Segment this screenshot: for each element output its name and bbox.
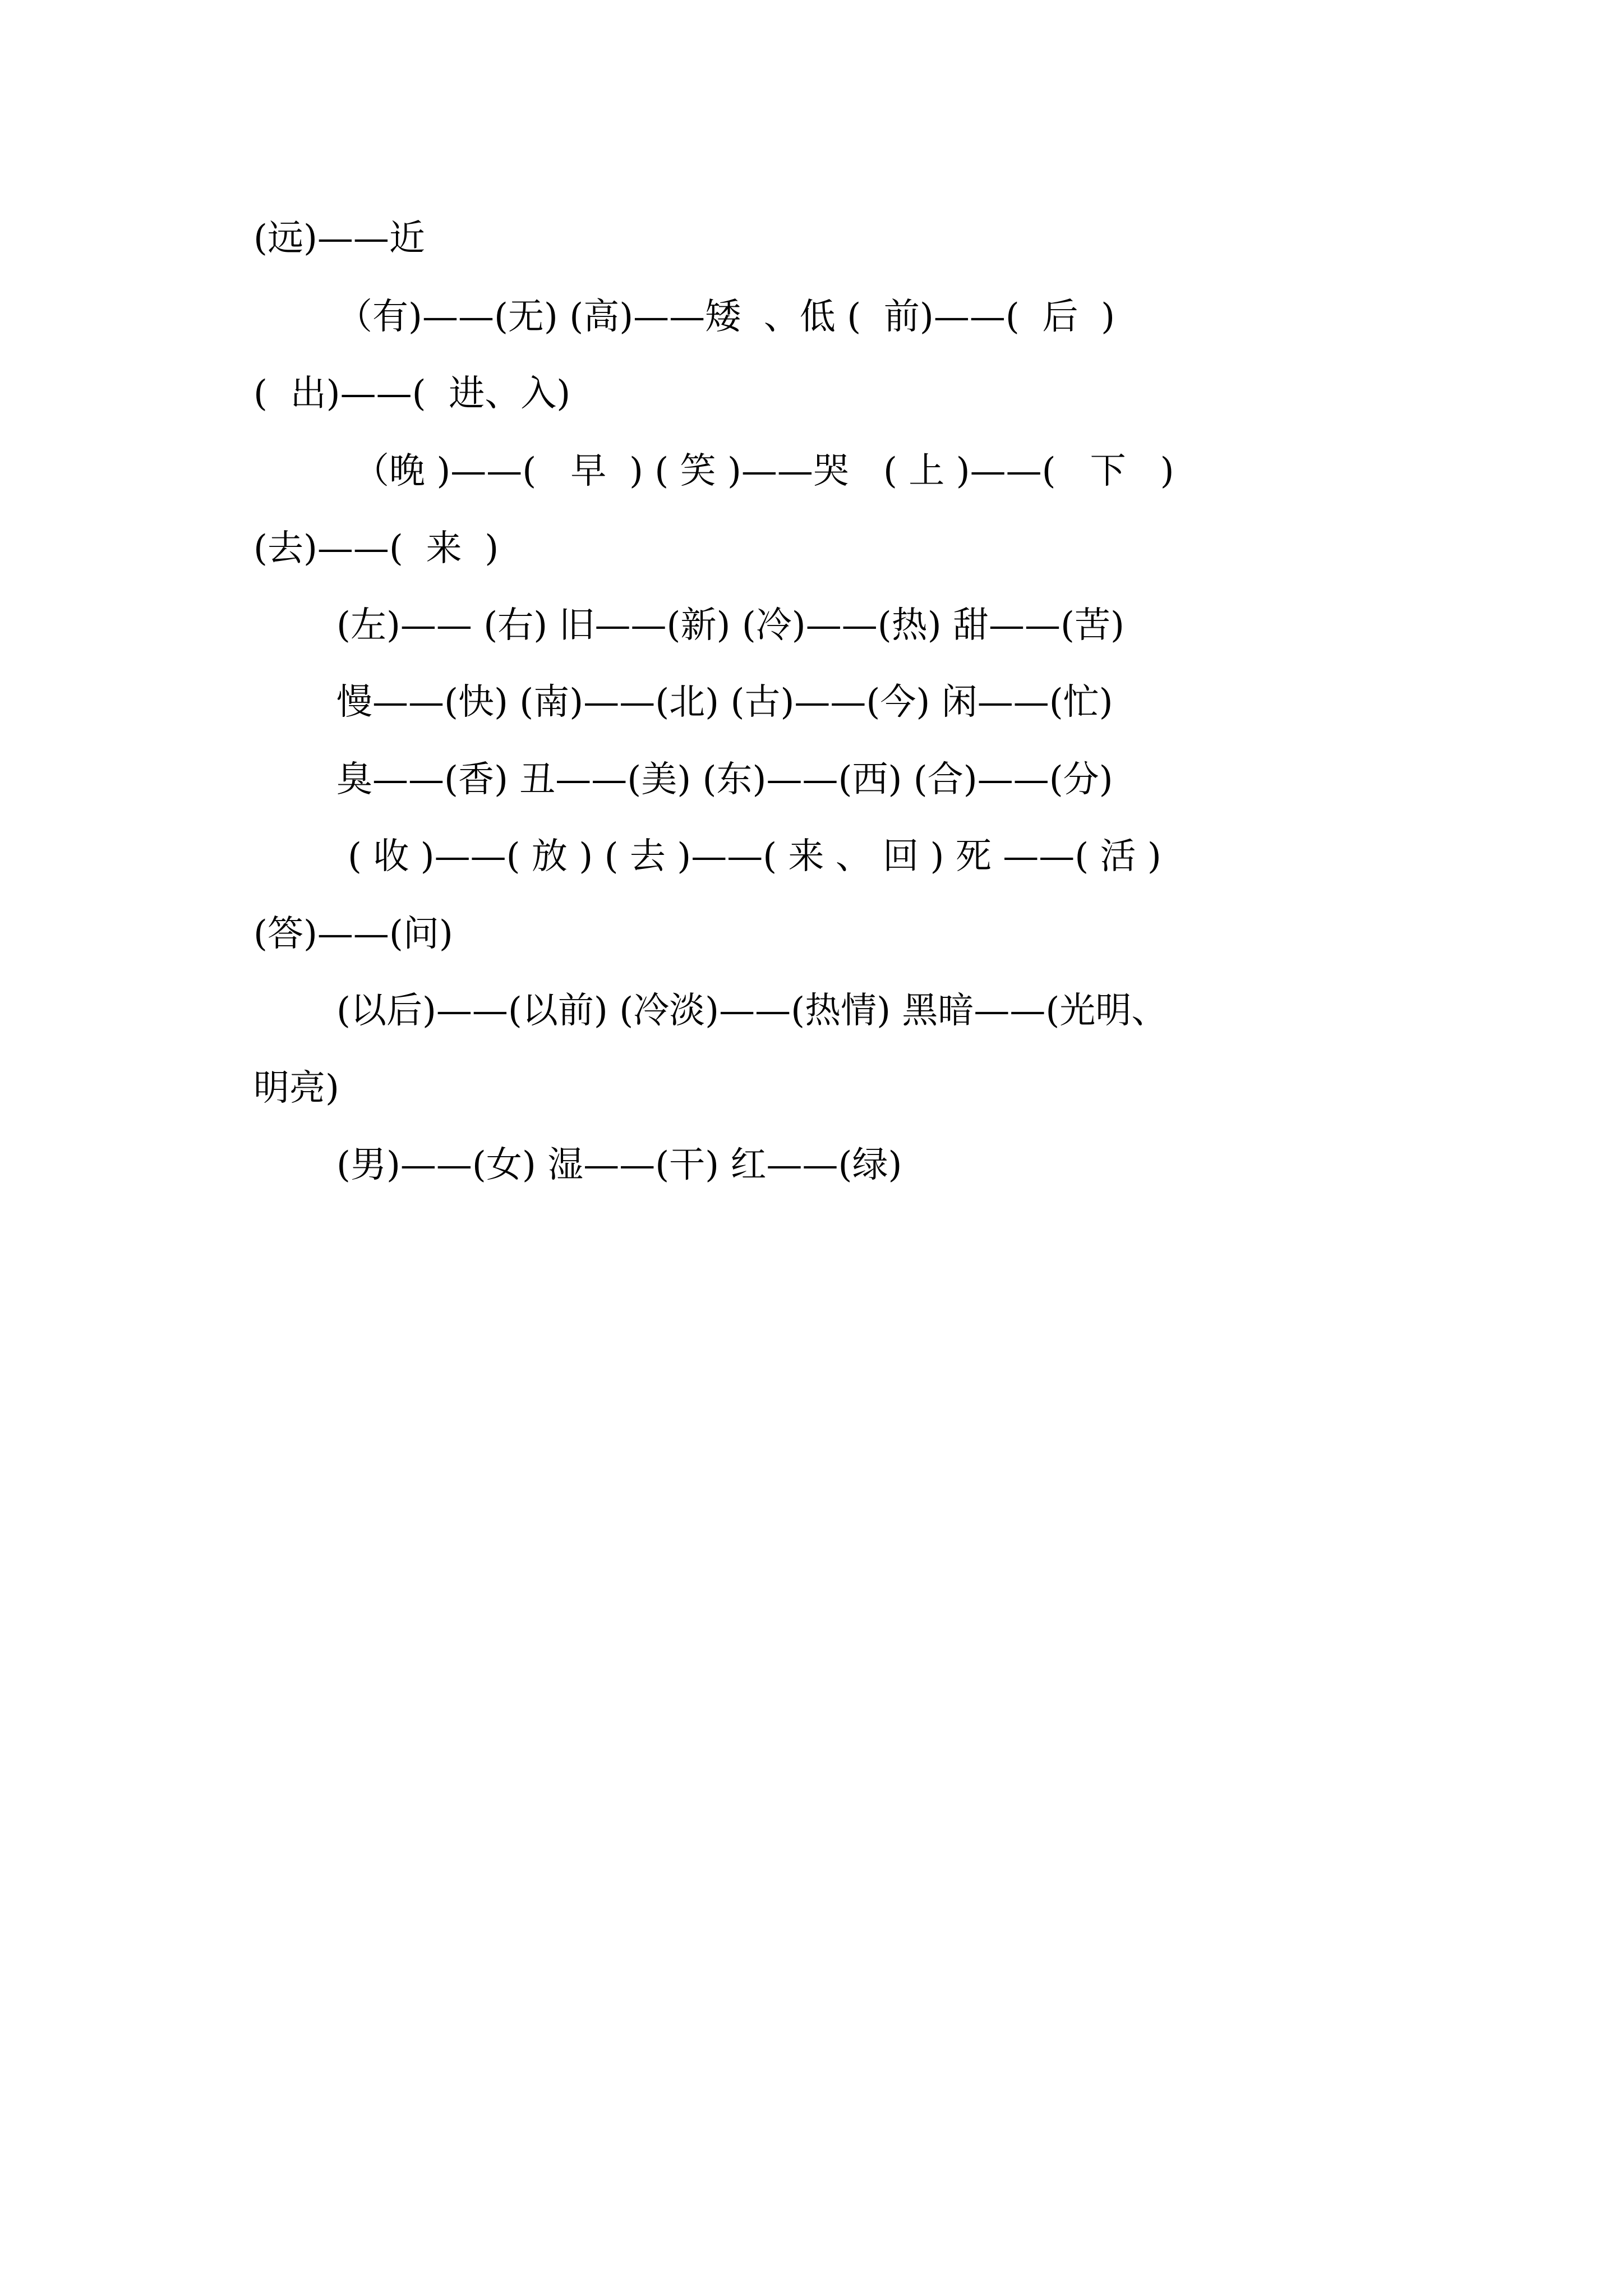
text-line: （有)——(无) (高)——矮 、低 ( 前)——( 后 ) bbox=[336, 296, 1115, 338]
text-line: 明亮) bbox=[253, 1068, 339, 1109]
text-line: (远)——近 bbox=[253, 218, 425, 259]
text-line: ( 出)——( 进、入) bbox=[253, 373, 571, 415]
text-line: 慢——(快) (南)——(北) (古)——(今) 闲——(忙) bbox=[336, 682, 1113, 723]
text-line: (左)—— (右) 旧——(新) (冷)——(热) 甜——(苦) bbox=[336, 605, 1124, 646]
text-line: (去)——( 来 ) bbox=[253, 528, 499, 569]
text-line: （晚 )——( 早 ) ( 笑 )——哭 ( 上 )——( 下 ) bbox=[353, 450, 1174, 492]
text-line: (答)——(问) bbox=[253, 913, 453, 955]
text-line: (以后)——(以前) (冷淡)——(热情) 黑暗——(光明、 bbox=[336, 990, 1168, 1032]
text-line: 臭——(香) 丑——(美) (东)——(西) (合)——(分) bbox=[336, 759, 1113, 800]
text-line: ( 收 )——( 放 ) ( 去 )——( 来 、 回 ) 死 ——( 活 ) bbox=[348, 836, 1161, 877]
text-line: (男)——(女) 湿——(干) 红——(绿) bbox=[336, 1144, 902, 1186]
